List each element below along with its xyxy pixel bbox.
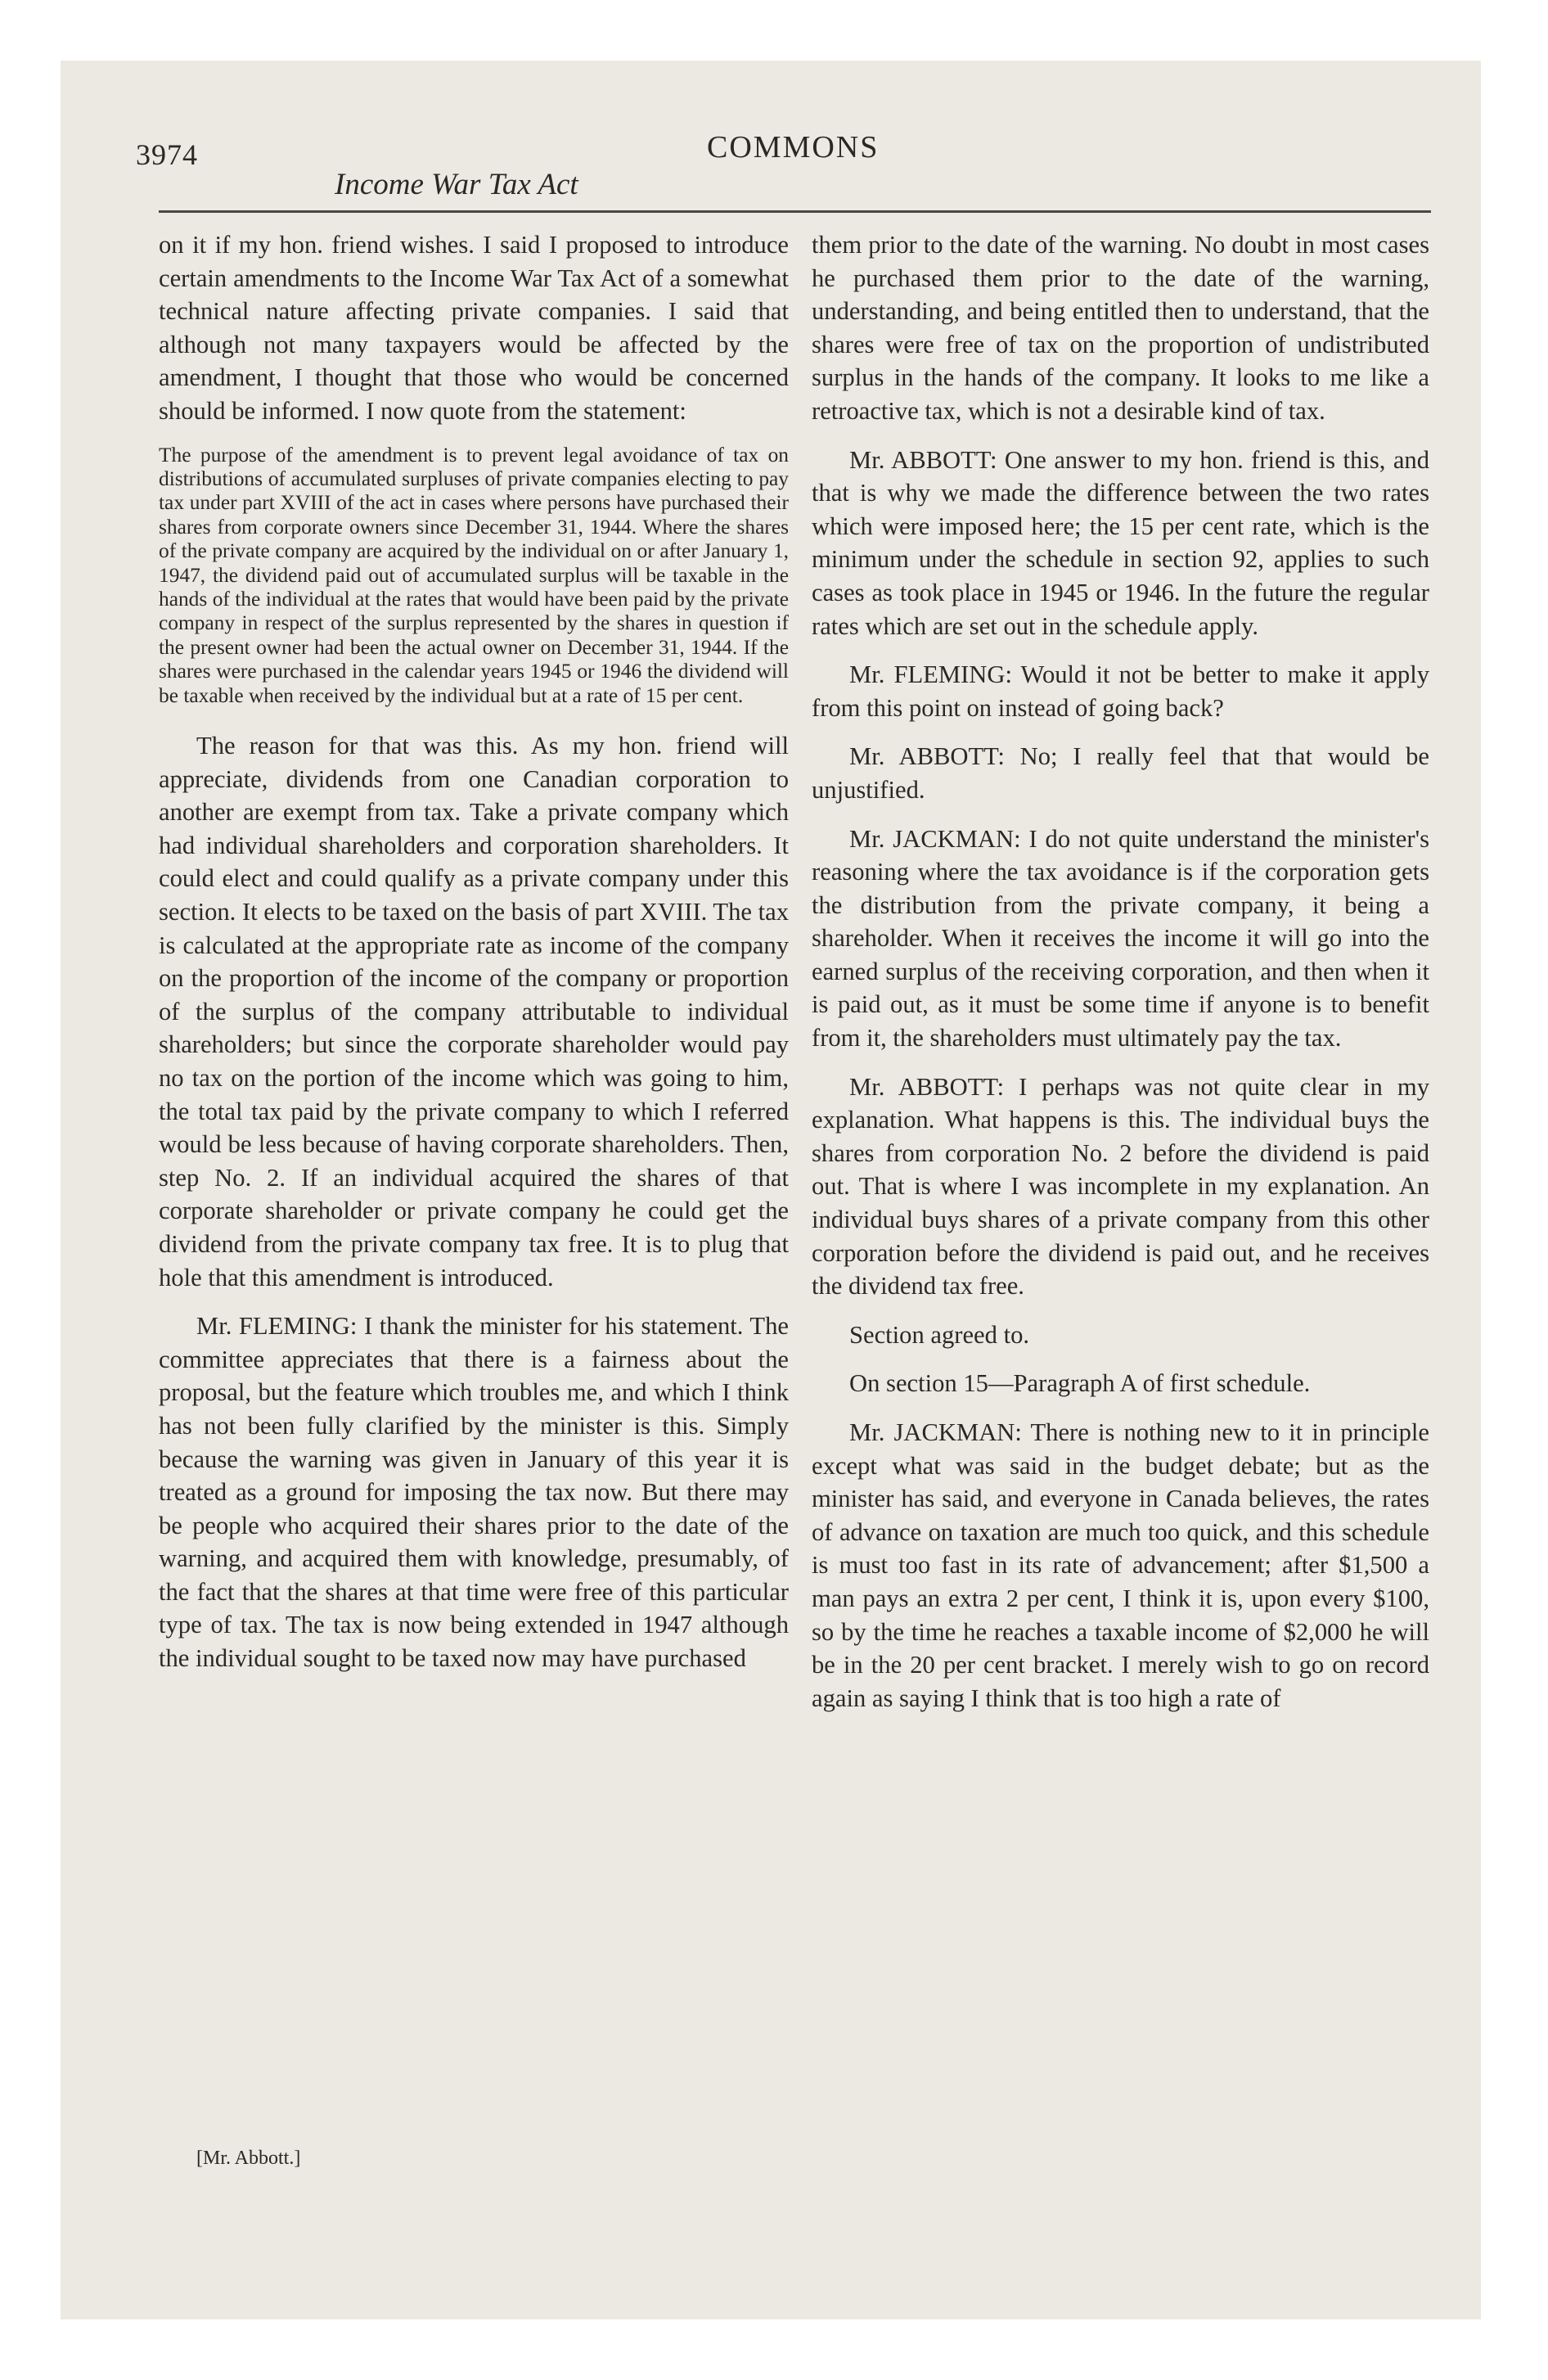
procedural-note: On section 15—Paragraph A of first schedule.	[849, 1369, 1311, 1398]
header-rule	[159, 210, 1431, 213]
right-column	[812, 228, 1429, 1730]
running-title: Income War Tax Act	[335, 168, 578, 201]
paragraph: Mr. FLEMING: Would it not be better to make it apply from this point on instead of going back?	[812, 660, 1429, 722]
procedural-note: Section agreed to.	[849, 1320, 1030, 1349]
paragraph: Mr. ABBOTT: No; I really feel that that would be unjustified.	[812, 742, 1429, 804]
paragraph: Mr. ABBOTT: One answer to my hon. friend is this, and that is why we made the difference between the two rates which were imposed here; the 15 per cent rate, which is the minimum under the schedule in section 92, applies to such cases as took place in 1945 or 1946. In the future the regular rates which are set out in the schedule apply.	[812, 445, 1429, 640]
page-number: 3974	[136, 138, 198, 171]
quoted-statement: The purpose of the amendment is to prevent legal avoidance of tax on distributions of accumulated surpluses of private companies electing to pay tax under part XVIII of the act in cases where persons have purchased their shares from corporate owners since December 31, 1944. Where the shares of the private company are acquired by the individual on or after January 1, 1947, the dividend paid out of accumulated surplus will be taxable in the hands of the individual at the rates that would have been paid by the private company in respect of the surplus represented by the shares in question if the present owner had been the actual owner on December 31, 1944. If the shares were purchased in the calendar years 1945 or 1946 the dividend will be taxable when received by the individual but at a rate of 15 per cent.	[159, 443, 789, 707]
paragraph: Mr. JACKMAN: I do not quite understand the minister's reasoning where the tax avoidance is if the corporation gets the distribution from the private company, it being a shareholder. When it receives the income it will go into the earned surplus of the receiving corporation, and then when it is paid out, as it must be some time if anyone is to benefit from it, the shareholders must ultimately pay the tax.	[812, 824, 1429, 1053]
paragraph: Mr. ABBOTT: I perhaps was not quite clear in my explanation. What happens is this. The individual buys the shares from corporation No. 2 before the dividend is paid out. That is where I was incomplete in my explanation. An individual buys shares of a private company from this other corporation before the dividend is paid out, and he receives the dividend tax free.	[812, 1072, 1429, 1300]
paragraph: them prior to the date of the warning. No doubt in most cases he purchased them prior to the date of the warning, understanding, and being entitled then to understand, that the shares were free of tax on the proportion of undistributed surplus in the hands of the company. It looks to me like a retroactive tax, which is not a desirable kind of tax.	[812, 231, 1429, 425]
paragraph: on it if my hon. friend wishes. I said I proposed to introduce certain amendments to the Income War Tax Act of a somewhat technical nature affecting private companies. I said that although not many taxpayers would be affected by the amendment, I thought that those who would be concerned should be informed. I now quote from the statement:	[159, 231, 789, 425]
house-heading: COMMONS	[707, 130, 880, 165]
left-column	[159, 228, 789, 1691]
paragraph: The reason for that was this. As my hon. friend will appreciate, dividends from one Canadian corporation to another are exempt from tax. Take a private company which had individual shareholders and corporation shareholders. It could elect and could qualify as a private company under this section. It elects to be taxed on the basis of part XVIII. The tax is calculated at the appropriate rate as income of the company on the proportion of the income of the company or proportion of the surplus of the company attributable to individual shareholders; but since the corporate shareholder would pay no tax on the portion of the income which was going to him, the total tax paid by the private company to which I referred would be less because of having corporate shareholders. Then, step No. 2. If an individual acquired the shares of that corporate shareholder or private company he could get the dividend from the private company tax free. It is to plug that hole that this amendment is introduced.	[159, 732, 789, 1291]
speaker-reference: [Mr. Abbott.]	[196, 2148, 301, 2169]
paragraph: Mr. FLEMING: I thank the minister for his statement. The committee appreciates that there is a fairness about the proposal, but the feature which troubles me, and which I think has not been fully clarified by the minister is this. Simply because the warning was given in January of this year it is treated as a ground for imposing the tax now. But there may be people who acquired their shares prior to the date of the warning, and acquired them with knowledge, presumably, of the fact that the shares at that time were free of this particular type of tax. The tax is now being extended in 1947 although the individual sought to be taxed now may have purchased	[159, 1312, 789, 1673]
page-scan	[61, 61, 1481, 2319]
paragraph: Mr. JACKMAN: There is nothing new to it in principle except what was said in the budget debate; but as the minister has said, and everyone in Canada believes, the rates of advance on taxation are much too quick, and this schedule is must too fast in its rate of advancement; after $1,500 a man pays an extra 2 per cent, I think it is, upon every $100, so by the time he reaches a taxable income of $2,000 he will be in the 20 per cent bracket. I merely wish to go on record again as saying I think that is too high a rate of	[812, 1418, 1429, 1712]
